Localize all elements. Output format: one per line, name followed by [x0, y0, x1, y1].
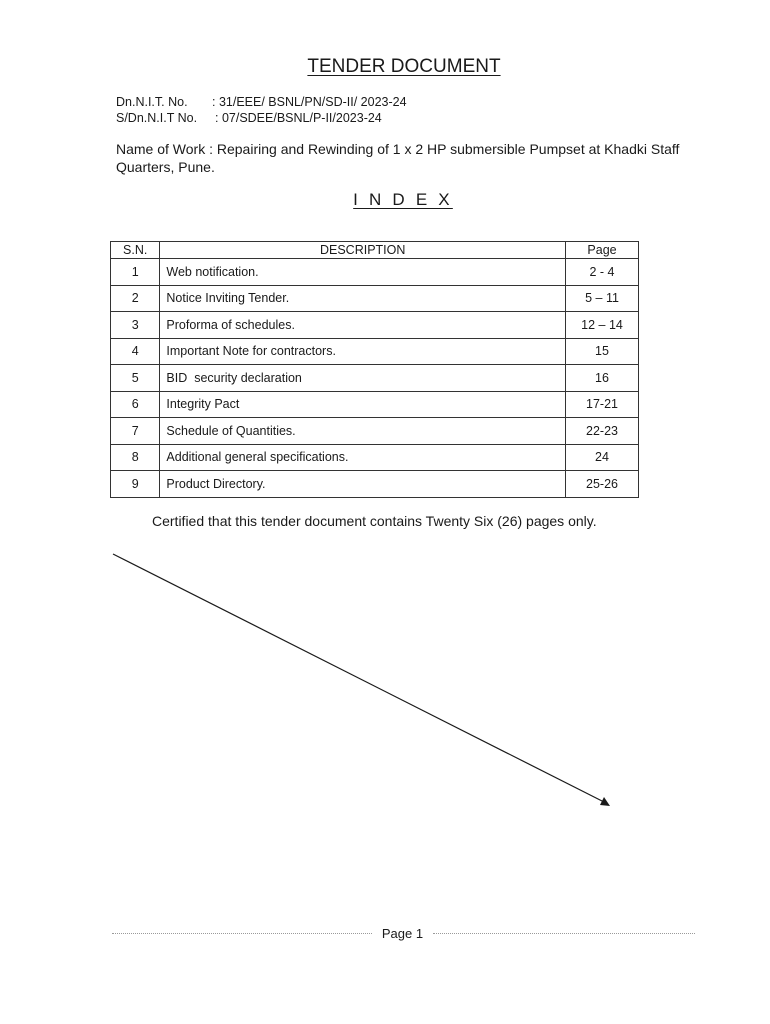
row-page: 24 [566, 444, 639, 471]
row-sn: 4 [111, 338, 160, 365]
index-heading: I N D E X [353, 190, 453, 209]
header-page: Page [566, 242, 639, 259]
row-description: Product Directory. [160, 471, 566, 498]
footer-rule-left [112, 933, 372, 934]
dn-nit-label: Dn.N.I.T. No. [116, 95, 188, 109]
row-page: 15 [566, 338, 639, 365]
row-description: Proforma of schedules. [160, 312, 566, 339]
arrowhead-icon [600, 797, 610, 806]
sdn-nit-value: : 07/SDEE/BSNL/P-II/2023-24 [215, 111, 382, 125]
dn-nit-value: : 31/EEE/ BSNL/PN/SD-II/ 2023-24 [212, 95, 407, 109]
row-sn: 6 [111, 391, 160, 418]
footer-rule-right [433, 933, 695, 934]
document-title: TENDER DOCUMENT [307, 56, 501, 77]
row-sn: 3 [111, 312, 160, 339]
header-description: DESCRIPTION [160, 242, 566, 259]
row-page: 5 – 11 [566, 285, 639, 312]
row-description: Web notification. [160, 259, 566, 286]
row-page: 16 [566, 365, 639, 392]
row-description: Additional general specifications. [160, 444, 566, 471]
row-description: Schedule of Quantities. [160, 418, 566, 445]
row-description: Integrity Pact [160, 391, 566, 418]
row-page: 2 - 4 [566, 259, 639, 286]
name-of-work: Name of Work : Repairing and Rewinding of 1 x 2 HP submersible Pumpset at Khadki Staff Quarters, Pune. [116, 141, 680, 175]
row-sn: 1 [111, 259, 160, 286]
row-sn: 5 [111, 365, 160, 392]
footer-page-number: Page 1 [381, 926, 424, 941]
row-description: BID security declaration [160, 365, 566, 392]
row-description: Notice Inviting Tender. [160, 285, 566, 312]
row-sn: 8 [111, 444, 160, 471]
row-page: 12 – 14 [566, 312, 639, 339]
strike-line-stroke [113, 554, 604, 802]
row-sn: 9 [111, 471, 160, 498]
sdn-nit-label: S/Dn.N.I.T No. [116, 111, 198, 125]
row-page: 17-21 [566, 391, 639, 418]
certification-statement: Certified that this tender document contains Twenty Six (26) pages only. [152, 513, 597, 529]
row-sn: 7 [111, 418, 160, 445]
row-sn: 2 [111, 285, 160, 312]
row-page: 22-23 [566, 418, 639, 445]
header-sn: S.N. [111, 242, 160, 259]
row-description: Important Note for contractors. [160, 338, 566, 365]
row-page: 25-26 [566, 471, 639, 498]
